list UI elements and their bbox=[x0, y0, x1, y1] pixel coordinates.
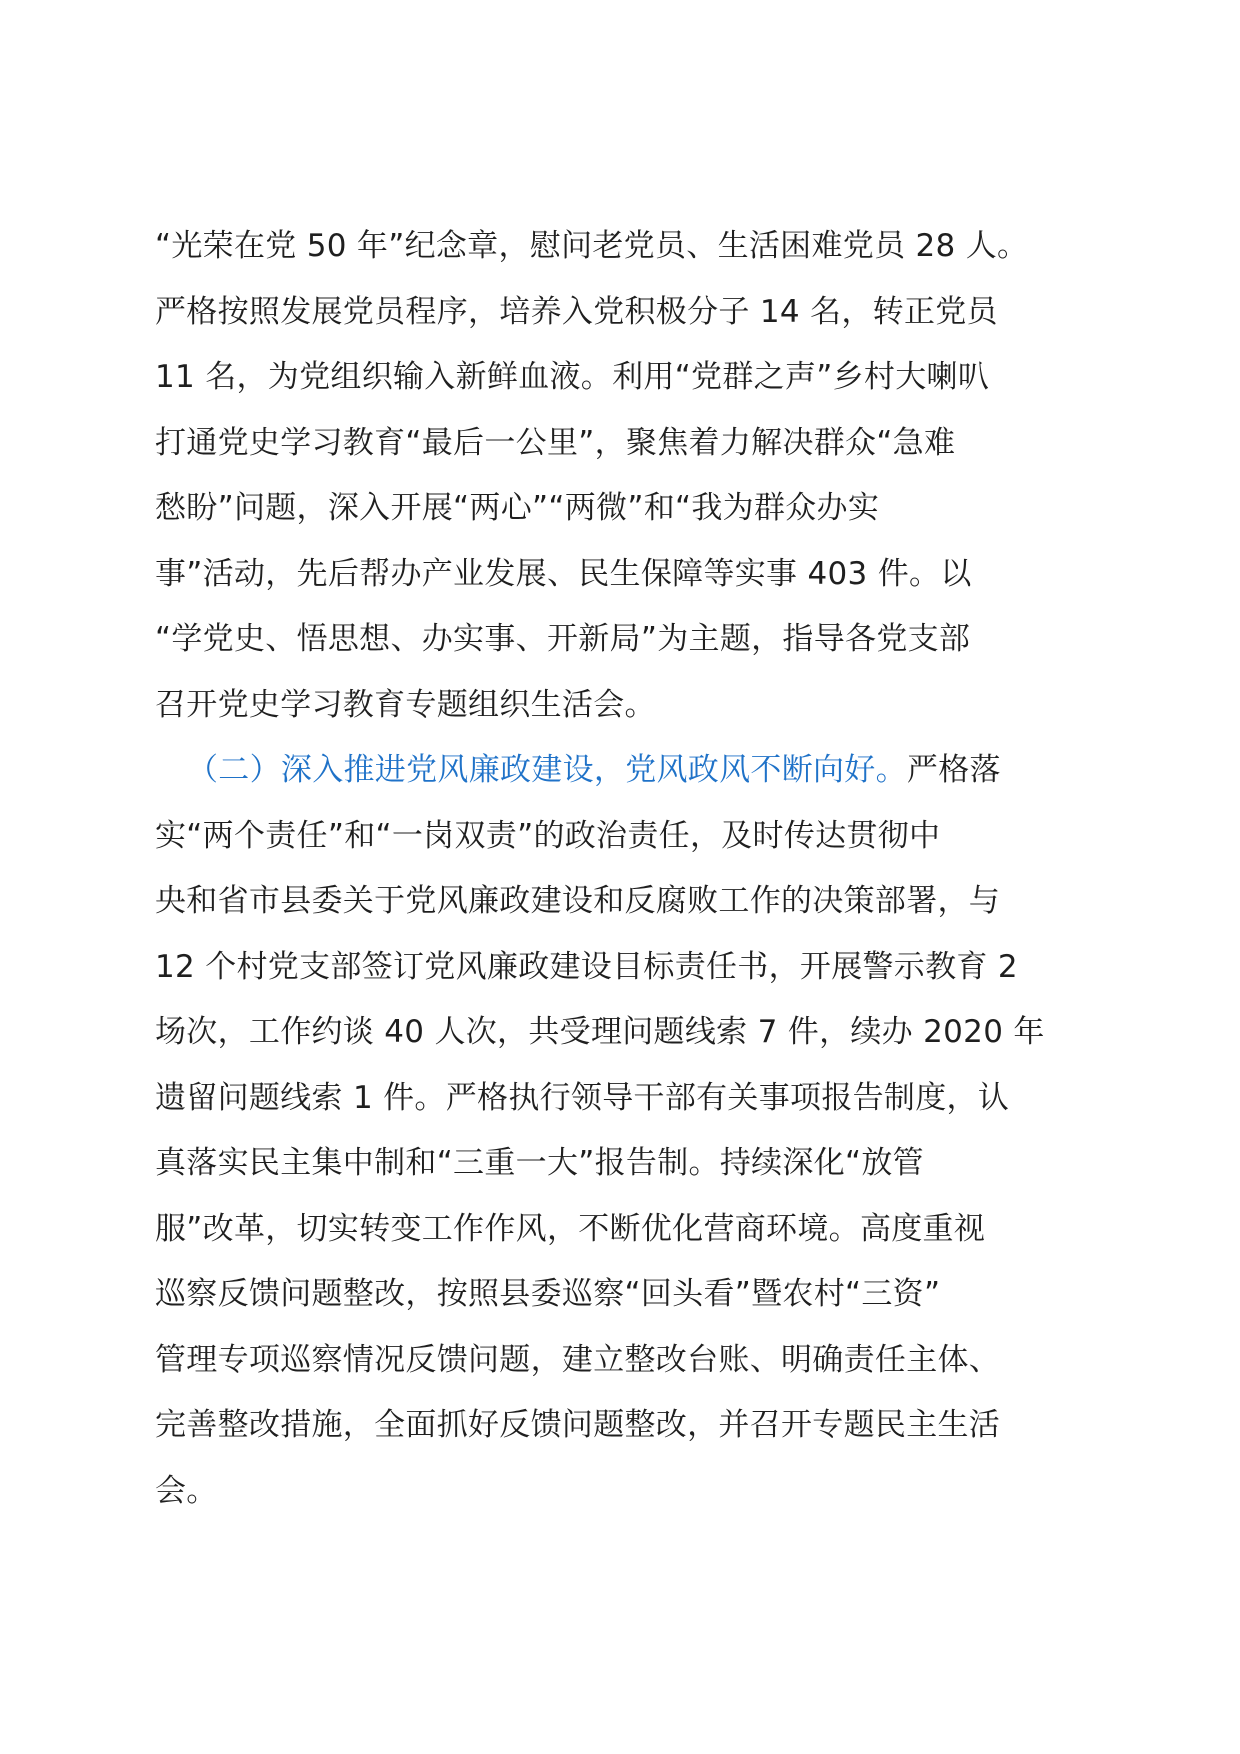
paragraph-line: 会。 bbox=[155, 1472, 218, 1509]
paragraph-line: 召开党史学习教育专题组织生活会。 bbox=[155, 686, 656, 723]
paragraph-line: 服”改革，切实转变工作作风，不断优化营商环境。高度重视 bbox=[155, 1210, 986, 1247]
paragraph-line: 管理专项巡察情况反馈问题，建立整改台账、明确责任主体、 bbox=[155, 1341, 1001, 1378]
section-heading-line bbox=[155, 738, 1095, 804]
paragraph-line: “光荣在党 50 年”纪念章，慰问老党员、生活困难党员 28 人。 bbox=[155, 228, 1029, 264]
paragraph-line: 事”活动，先后帮办产业发展、民生保障等实事 403 件。以 bbox=[155, 555, 972, 592]
paragraph-line: 遗留问题线索 1 件。严格执行领导干部有关事项报告制度，认 bbox=[155, 1079, 1010, 1116]
paragraph-line: 场次，工作约谈 40 人次，共受理问题线索 7 件，续办 2020 年 bbox=[155, 1014, 1045, 1050]
document-body bbox=[155, 214, 1095, 1524]
paragraph-line: 央和省市县委关于党风廉政建设和反腐败工作的决策部署，与 bbox=[155, 883, 1001, 919]
paragraph-line: 打通党史学习教育“最后一公里”，聚焦着力解决群众“急难 bbox=[155, 424, 956, 461]
section-heading: （二）深入推进党风廉政建设，党风政风不断向好。 bbox=[187, 752, 907, 788]
paragraph-line: “学党史、悟思想、办实事、开新局”为主题，指导各党支部 bbox=[155, 621, 971, 657]
paragraph-line: 完善整改措施，全面抓好反馈问题整改，并召开专题民主生活 bbox=[155, 1407, 1001, 1443]
paragraph-line: 愁盼”问题，深入开展“两心”“两微”和“我为群众办实 bbox=[155, 490, 880, 526]
section-heading-continuation: 严格落 bbox=[906, 752, 1001, 788]
paragraph-line: 11 名，为党组织输入新鲜血液。利用“党群之声”乡村大喇叭 bbox=[155, 359, 990, 395]
paragraph-line: 严格按照发展党员程序，培养入党积极分子 14 名，转正党员 bbox=[155, 293, 998, 330]
paragraph-line: 真落实民主集中制和“三重一大”报告制。持续深化“放管 bbox=[155, 1145, 924, 1181]
paragraph-line: 巡察反馈问题整改，按照县委巡察“回头看”暨农村“三资” bbox=[155, 1276, 941, 1312]
paragraph-line: 实“两个责任”和“一岗双责”的政治责任，及时传达贯彻中 bbox=[155, 817, 941, 854]
paragraph-line: 12 个村党支部签订党风廉政建设目标责任书，开展警示教育 2 bbox=[155, 948, 1018, 985]
